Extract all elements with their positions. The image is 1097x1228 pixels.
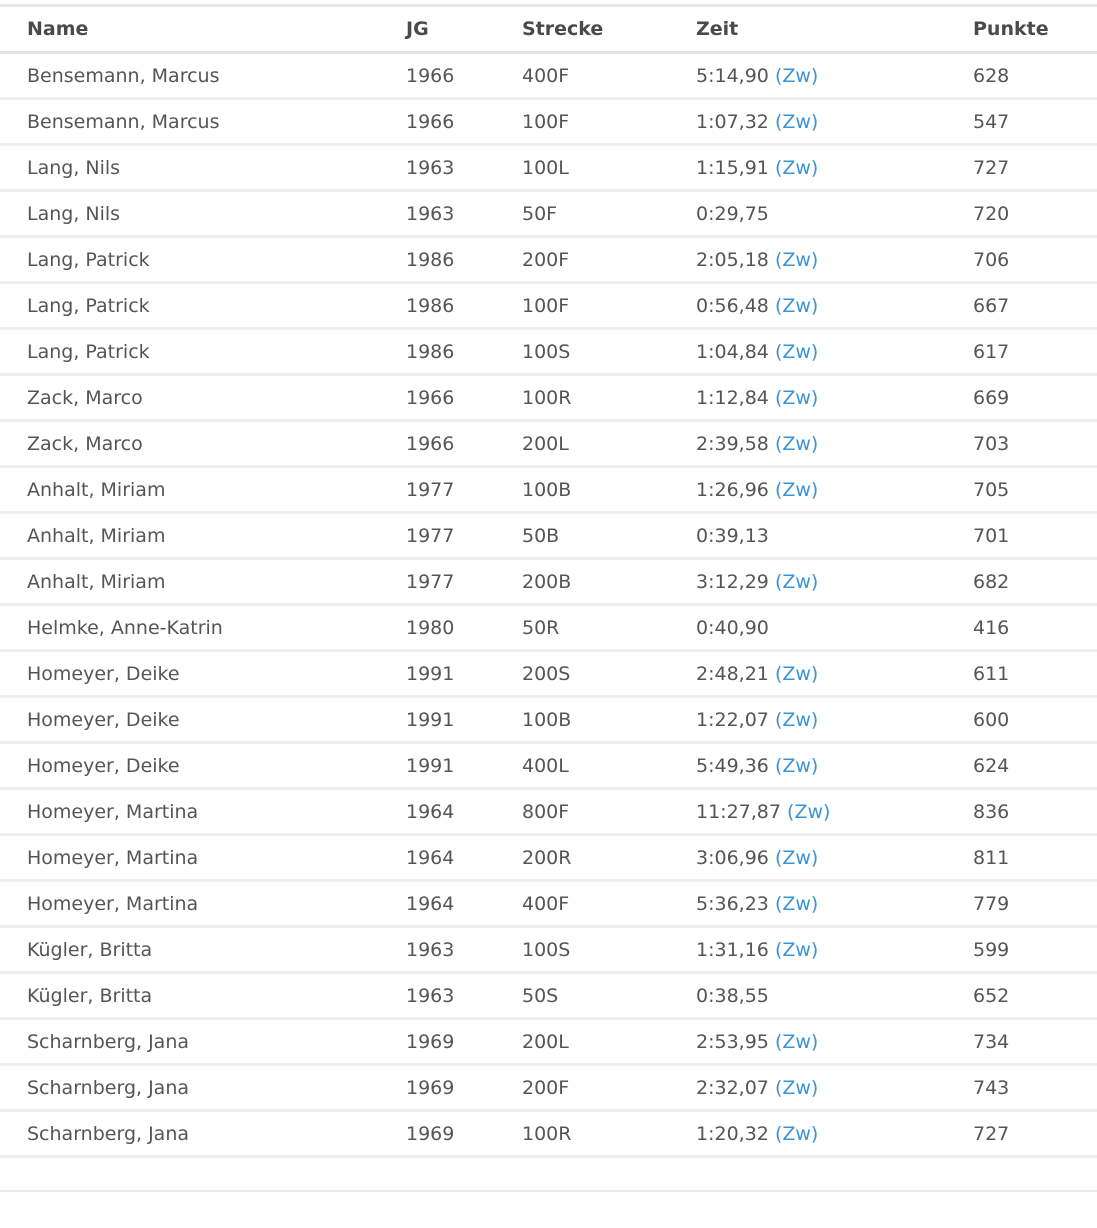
cell-jg: 1969 (406, 1019, 522, 1065)
zwischenzeit-link[interactable]: (Zw) (774, 662, 819, 685)
zeit-value: 1:12,84 (696, 386, 769, 409)
cell-punkte: 599 (973, 927, 1097, 973)
cell-name: Homeyer, Martina (0, 789, 406, 835)
cell-zeit (696, 559, 973, 605)
cell-jg: 1964 (406, 881, 522, 927)
cell-strecke: 800F (522, 789, 696, 835)
cell-zeit (696, 191, 973, 237)
table-row (0, 237, 1097, 283)
cell-strecke: 200S (522, 651, 696, 697)
cell-strecke: 100R (522, 1111, 696, 1157)
cell-zeit (696, 973, 973, 1019)
column-header-zeit[interactable]: Zeit (696, 7, 973, 53)
zwischenzeit-link[interactable]: (Zw) (774, 1030, 819, 1053)
cell-zeit (696, 237, 973, 283)
cell-punkte: 617 (973, 329, 1097, 375)
table-row (0, 605, 1097, 651)
zeit-value: 2:39,58 (696, 432, 769, 455)
table-row (0, 421, 1097, 467)
cell-jg: 1991 (406, 743, 522, 789)
cell-jg: 1969 (406, 1111, 522, 1157)
table-row (0, 329, 1097, 375)
zwischenzeit-link[interactable]: (Zw) (774, 340, 819, 363)
cell-punkte: 611 (973, 651, 1097, 697)
zwischenzeit-link[interactable]: (Zw) (774, 248, 819, 271)
cell-zeit (696, 421, 973, 467)
cell-name: Lang, Patrick (0, 329, 406, 375)
cell-punkte: 703 (973, 421, 1097, 467)
cell-zeit (696, 99, 973, 145)
cell-strecke: 200L (522, 421, 696, 467)
table-row (0, 513, 1097, 559)
cell-strecke: 400L (522, 743, 696, 789)
cell-jg: 1986 (406, 329, 522, 375)
cell-name: Kügler, Britta (0, 927, 406, 973)
cell-strecke: 100B (522, 697, 696, 743)
cell-strecke: 200R (522, 835, 696, 881)
cell-name: Zack, Marco (0, 421, 406, 467)
zeit-value: 0:40,90 (696, 616, 769, 639)
table-row (0, 99, 1097, 145)
cell-name: Homeyer, Deike (0, 651, 406, 697)
cell-zeit (696, 1065, 973, 1111)
zwischenzeit-link[interactable]: (Zw) (774, 938, 819, 961)
cell-zeit (696, 1111, 973, 1157)
cell-punkte: 682 (973, 559, 1097, 605)
table-row (0, 881, 1097, 927)
table-row (0, 789, 1097, 835)
zwischenzeit-link[interactable]: (Zw) (774, 754, 819, 777)
zeit-value: 2:32,07 (696, 1076, 769, 1099)
table-row (0, 467, 1097, 513)
cell-strecke: 400F (522, 881, 696, 927)
table-row (0, 375, 1097, 421)
cell-name: Kügler, Britta (0, 973, 406, 1019)
cell-name: Scharnberg, Jana (0, 1111, 406, 1157)
cell-zeit (696, 53, 973, 99)
cell-punkte: 779 (973, 881, 1097, 927)
cell-punkte: 701 (973, 513, 1097, 559)
zwischenzeit-link[interactable]: (Zw) (774, 110, 819, 133)
zeit-value: 1:26,96 (696, 478, 769, 501)
cell-punkte: 667 (973, 283, 1097, 329)
cell-jg: 1969 (406, 1065, 522, 1111)
table-row (0, 927, 1097, 973)
cell-name: Bensemann, Marcus (0, 53, 406, 99)
zeit-value: 1:31,16 (696, 938, 769, 961)
table-header (0, 7, 1097, 53)
cell-zeit (696, 605, 973, 651)
results-table (0, 7, 1097, 1158)
cell-name: Lang, Patrick (0, 237, 406, 283)
cell-strecke: 100B (522, 467, 696, 513)
cell-punkte: 706 (973, 237, 1097, 283)
zeit-value: 5:14,90 (696, 64, 769, 87)
cell-punkte: 734 (973, 1019, 1097, 1065)
zeit-value: 0:29,75 (696, 202, 769, 225)
cell-punkte: 727 (973, 1111, 1097, 1157)
cell-strecke: 50R (522, 605, 696, 651)
cell-jg: 1977 (406, 513, 522, 559)
cell-name: Zack, Marco (0, 375, 406, 421)
cell-name: Lang, Nils (0, 145, 406, 191)
cell-name: Anhalt, Miriam (0, 559, 406, 605)
table-row (0, 973, 1097, 1019)
zwischenzeit-link[interactable]: (Zw) (787, 800, 831, 823)
table-row (0, 145, 1097, 191)
table-row (0, 283, 1097, 329)
cell-jg: 1991 (406, 651, 522, 697)
cell-zeit (696, 835, 973, 881)
cell-name: Anhalt, Miriam (0, 467, 406, 513)
cell-zeit (696, 283, 973, 329)
cell-jg: 1991 (406, 697, 522, 743)
cell-jg: 1966 (406, 99, 522, 145)
column-header-punkte[interactable]: Punkte (973, 7, 1097, 53)
table-row (0, 559, 1097, 605)
cell-zeit (696, 1019, 973, 1065)
cell-strecke: 100S (522, 329, 696, 375)
column-header-jg[interactable]: JG (406, 7, 522, 53)
cell-jg: 1966 (406, 53, 522, 99)
cell-jg: 1977 (406, 559, 522, 605)
zeit-value: 5:49,36 (696, 754, 769, 777)
cell-strecke: 50S (522, 973, 696, 1019)
cell-zeit (696, 743, 973, 789)
zeit-value: 1:15,91 (696, 156, 769, 179)
zwischenzeit-link[interactable]: (Zw) (774, 1076, 819, 1099)
bottom-divider (0, 1190, 1097, 1192)
zeit-value: 2:05,18 (696, 248, 769, 271)
cell-zeit (696, 789, 973, 835)
header-row (0, 7, 1097, 53)
cell-name: Homeyer, Martina (0, 881, 406, 927)
cell-name: Scharnberg, Jana (0, 1019, 406, 1065)
cell-punkte: 669 (973, 375, 1097, 421)
cell-zeit (696, 513, 973, 559)
cell-jg: 1963 (406, 973, 522, 1019)
cell-punkte: 624 (973, 743, 1097, 789)
zeit-value: 0:39,13 (696, 524, 769, 547)
cell-jg: 1964 (406, 789, 522, 835)
zwischenzeit-link[interactable]: (Zw) (774, 708, 819, 731)
cell-punkte: 547 (973, 99, 1097, 145)
table-row (0, 697, 1097, 743)
cell-strecke: 200B (522, 559, 696, 605)
zwischenzeit-link[interactable]: (Zw) (774, 1122, 819, 1145)
table-row (0, 1019, 1097, 1065)
cell-zeit (696, 651, 973, 697)
zwischenzeit-link[interactable]: (Zw) (774, 294, 819, 317)
cell-punkte: 600 (973, 697, 1097, 743)
cell-punkte: 652 (973, 973, 1097, 1019)
cell-strecke: 100F (522, 99, 696, 145)
cell-jg: 1963 (406, 191, 522, 237)
zeit-value: 0:38,55 (696, 984, 769, 1007)
cell-strecke: 50F (522, 191, 696, 237)
table-row (0, 1065, 1097, 1111)
zwischenzeit-link[interactable]: (Zw) (774, 846, 819, 869)
table-row (0, 1111, 1097, 1157)
cell-strecke: 100L (522, 145, 696, 191)
zwischenzeit-link[interactable]: (Zw) (774, 386, 819, 409)
cell-zeit (696, 375, 973, 421)
cell-name: Helmke, Anne-Katrin (0, 605, 406, 651)
cell-punkte: 836 (973, 789, 1097, 835)
zwischenzeit-link[interactable]: (Zw) (774, 478, 819, 501)
table-row (0, 191, 1097, 237)
zeit-value: 2:48,21 (696, 662, 769, 685)
cell-jg: 1963 (406, 927, 522, 973)
cell-jg: 1986 (406, 237, 522, 283)
zeit-value: 1:20,32 (696, 1122, 769, 1145)
cell-jg: 1986 (406, 283, 522, 329)
cell-jg: 1964 (406, 835, 522, 881)
cell-punkte: 727 (973, 145, 1097, 191)
zwischenzeit-link[interactable]: (Zw) (774, 432, 819, 455)
cell-jg: 1966 (406, 421, 522, 467)
cell-punkte: 720 (973, 191, 1097, 237)
cell-jg: 1977 (406, 467, 522, 513)
cell-name: Anhalt, Miriam (0, 513, 406, 559)
zeit-value: 2:53,95 (696, 1030, 769, 1053)
cell-name: Lang, Patrick (0, 283, 406, 329)
cell-name: Bensemann, Marcus (0, 99, 406, 145)
zeit-value: 1:04,84 (696, 340, 769, 363)
zeit-value: 1:22,07 (696, 708, 769, 731)
cell-punkte: 416 (973, 605, 1097, 651)
zwischenzeit-link[interactable]: (Zw) (774, 64, 819, 87)
zeit-value: 1:07,32 (696, 110, 769, 133)
cell-strecke: 200F (522, 237, 696, 283)
cell-name: Homeyer, Martina (0, 835, 406, 881)
cell-name: Homeyer, Deike (0, 697, 406, 743)
cell-punkte: 743 (973, 1065, 1097, 1111)
cell-jg: 1966 (406, 375, 522, 421)
cell-zeit (696, 467, 973, 513)
cell-strecke: 100F (522, 283, 696, 329)
cell-name: Lang, Nils (0, 191, 406, 237)
cell-zeit (696, 329, 973, 375)
zeit-value: 3:12,29 (696, 570, 769, 593)
cell-zeit (696, 697, 973, 743)
cell-punkte: 705 (973, 467, 1097, 513)
zeit-value: 0:56,48 (696, 294, 769, 317)
cell-strecke: 50B (522, 513, 696, 559)
zeit-value: 3:06,96 (696, 846, 769, 869)
cell-strecke: 400F (522, 53, 696, 99)
cell-strecke: 200L (522, 1019, 696, 1065)
zwischenzeit-link[interactable]: (Zw) (774, 892, 819, 915)
cell-strecke: 200F (522, 1065, 696, 1111)
cell-punkte: 811 (973, 835, 1097, 881)
cell-strecke: 100S (522, 927, 696, 973)
zwischenzeit-link[interactable]: (Zw) (774, 156, 819, 179)
column-header-strecke[interactable]: Strecke (522, 7, 696, 53)
cell-jg: 1980 (406, 605, 522, 651)
column-header-name[interactable]: Name (0, 7, 406, 53)
cell-zeit (696, 927, 973, 973)
table-row (0, 651, 1097, 697)
table-body (0, 53, 1097, 1157)
table-row (0, 743, 1097, 789)
zeit-value: 11:27,87 (696, 800, 781, 823)
zeit-value: 5:36,23 (696, 892, 769, 915)
cell-zeit (696, 145, 973, 191)
cell-name: Scharnberg, Jana (0, 1065, 406, 1111)
zwischenzeit-link[interactable]: (Zw) (774, 570, 819, 593)
cell-zeit (696, 881, 973, 927)
cell-strecke: 100R (522, 375, 696, 421)
table-row (0, 835, 1097, 881)
cell-jg: 1963 (406, 145, 522, 191)
cell-name: Homeyer, Deike (0, 743, 406, 789)
cell-punkte: 628 (973, 53, 1097, 99)
table-row (0, 53, 1097, 99)
